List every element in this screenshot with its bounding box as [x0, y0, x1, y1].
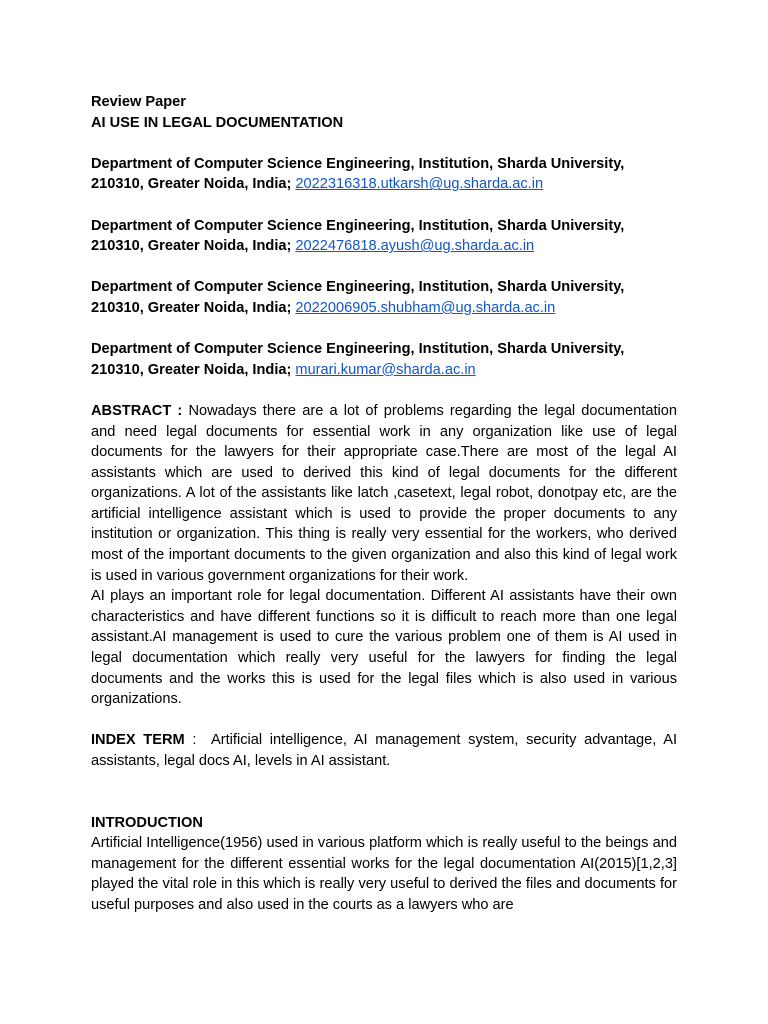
author-email-link[interactable]: 2022476818.ayush@ug.sharda.ac.in [295, 238, 535, 255]
index-term-separator: : [184, 732, 212, 749]
author-affiliation: Department of Computer Science Engineering, Institution, Sharda University, 210310, Greater Noida, India; [91, 341, 625, 378]
index-term-paragraph [91, 730, 677, 771]
author-block-4 [91, 339, 677, 380]
author-email-link[interactable]: 2022006905.shubham@ug.sharda.ac.in [295, 299, 556, 316]
author-block-2 [91, 216, 677, 257]
author-email-link[interactable]: murari.kumar@sharda.ac.in [295, 361, 476, 378]
paper-page [91, 92, 677, 916]
index-term-text: Artificial intelligence, AI management system, security advantage, AI assistants, legal docs AI, levels in AI assistant. [91, 732, 678, 769]
author-block-1 [91, 154, 677, 195]
author-affiliation: Department of Computer Science Engineering, Institution, Sharda University, 210310, Greater Noida, India; [91, 217, 625, 255]
introduction-text: Artificial Intelligence(1956) used in various platform which is really useful to the beings and management for the different essential works for the legal documentation AI(2015)[1,2,3] played the vital role in this which is really very useful to derived the files and documents for useful purposes and also used in the courts as a lawyers who are [91, 835, 677, 913]
abstract-paragraph-2: AI plays an important role for legal documentation. Different AI assistants have their own characteristics and have different functions so it is difficult to reach more than one legal assistant.AI management is used to cure the various problem one of them is AI used in legal documentation which really very useful for the lawyers for finding the legal documents and the works this is used for the legal files which is also used in various organizations. [91, 588, 677, 708]
author-affiliation: Department of Computer Science Engineering, Institution, Sharda University, 210310, Greater Noida, India; [91, 155, 625, 193]
paper-type: Review Paper [91, 94, 186, 110]
paper-title: AI USE IN LEGAL DOCUMENTATION [91, 114, 344, 131]
author-email-link[interactable]: 2022316318.utkarsh@ug.sharda.ac.in [295, 176, 544, 193]
abstract-label: ABSTRACT : [91, 402, 183, 419]
index-term-label: INDEX TERM [91, 732, 185, 749]
author-block-3 [91, 277, 677, 318]
abstract-paragraph-1 [91, 401, 677, 586]
author-affiliation: Department of Computer Science Engineering, Institution, Sharda University, 210310, Greater Noida, India; [91, 279, 625, 316]
introduction-heading: INTRODUCTION [91, 814, 203, 831]
abstract-text: Nowadays there are a lot of problems regarding the legal documentation and need legal documents for essential work in any organization like use of legal documents for the lawyers for their appropriate case.There are most of the legal AI assistants which are used to derived this kind of legal documents for the different organizations. A lot of the assistants like latch ,casetext, legal robot, donotpay etc, are the artificial intelligence assistant which is used to provide the proper documents to any institution or organization. This thing is really very essential for the workers, who derived most of the important documents to the given organization and also this kind of legal work is used in various government organizations for their work. [91, 402, 677, 584]
